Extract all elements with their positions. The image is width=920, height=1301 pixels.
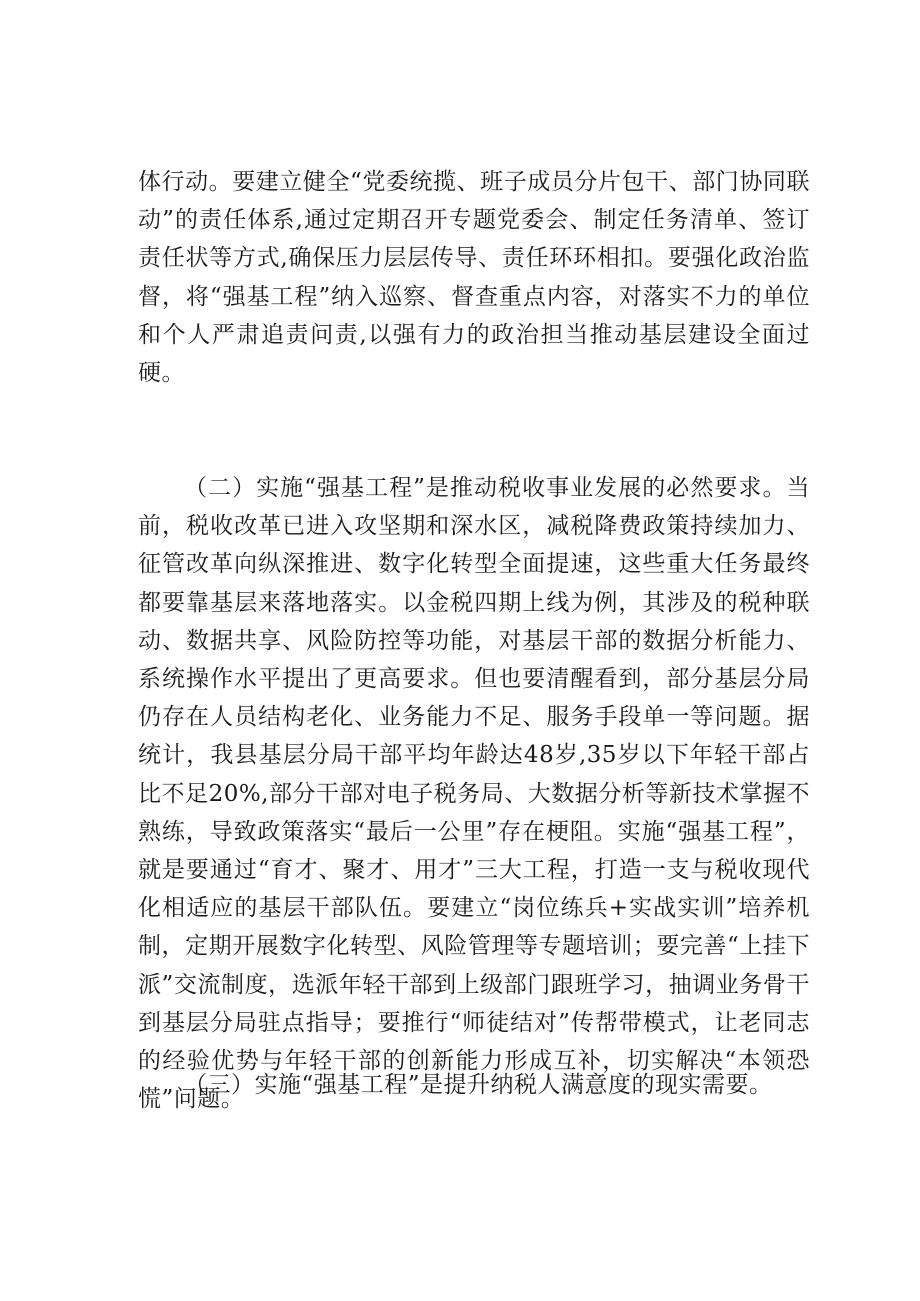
- paragraph-text: 体行动。要建立健全“党委统揽、班子成员分片包干、部门协同联动”的责任体系,通过定期召开专题党委会、制定任务清单、签订责任状等方式,确保压力层层传导、责任环环相扣。要强化政治监督，将“强基工程”纳入巡察、督查重点内容，对落实不力的单位和个人严肃追责问责,以强有力的政治担当推动基层建设全面过硬。: [138, 169, 810, 387]
- paragraph-section-three: [138, 1066, 810, 1104]
- paragraph-continuation: [138, 163, 810, 392]
- paragraph-text: （二）实施“强基工程”是推动税收事业发展的必然要求。当前，税收改革已进入攻坚期和深水区，减税降费政策持续加力、征管改革向纵深推进、数字化转型全面提速，这些重大任务最终都要靠基层来落地落实。以金税四期上线为例，其涉及的税种联动、数据共享、风险防控等功能，对基层干部的数据分析能力、系统操作水平提出了更高要求。但也要清醒看到，部分基层分局仍存在人员结构老化、业务能力不足、服务手段单一等问题。据统计，我县基层分局干部平均年龄达48岁,35岁以下年轻干部占比不足20%,部分干部对电子税务局、大数据分析等新技术掌握不熟练，导致政策落实“最后一公里”存在梗阻。实施“强基工程”，就是要通过“育才、聚才、用才”三大工程，打造一支与税收现代化相适应的基层干部队伍。要建立“岗位练兵+实战实训”培养机制，定期开展数字化转型、风险管理等专题培训；要完善“上挂下派”交流制度，选派年轻干部到上级部门跟班学习，抽调业务骨干到基层分局驻点指导；要推行“师徒结对”传帮带模式，让老同志的经验优势与年轻干部的创新能力形成互补，切实解决“本领恐慌”问题。: [138, 475, 810, 1113]
- paragraph-section-two: [138, 469, 810, 1118]
- paragraph-text: （三）实施“强基工程”是提升纳税人满意度的现实需要。: [184, 1072, 773, 1098]
